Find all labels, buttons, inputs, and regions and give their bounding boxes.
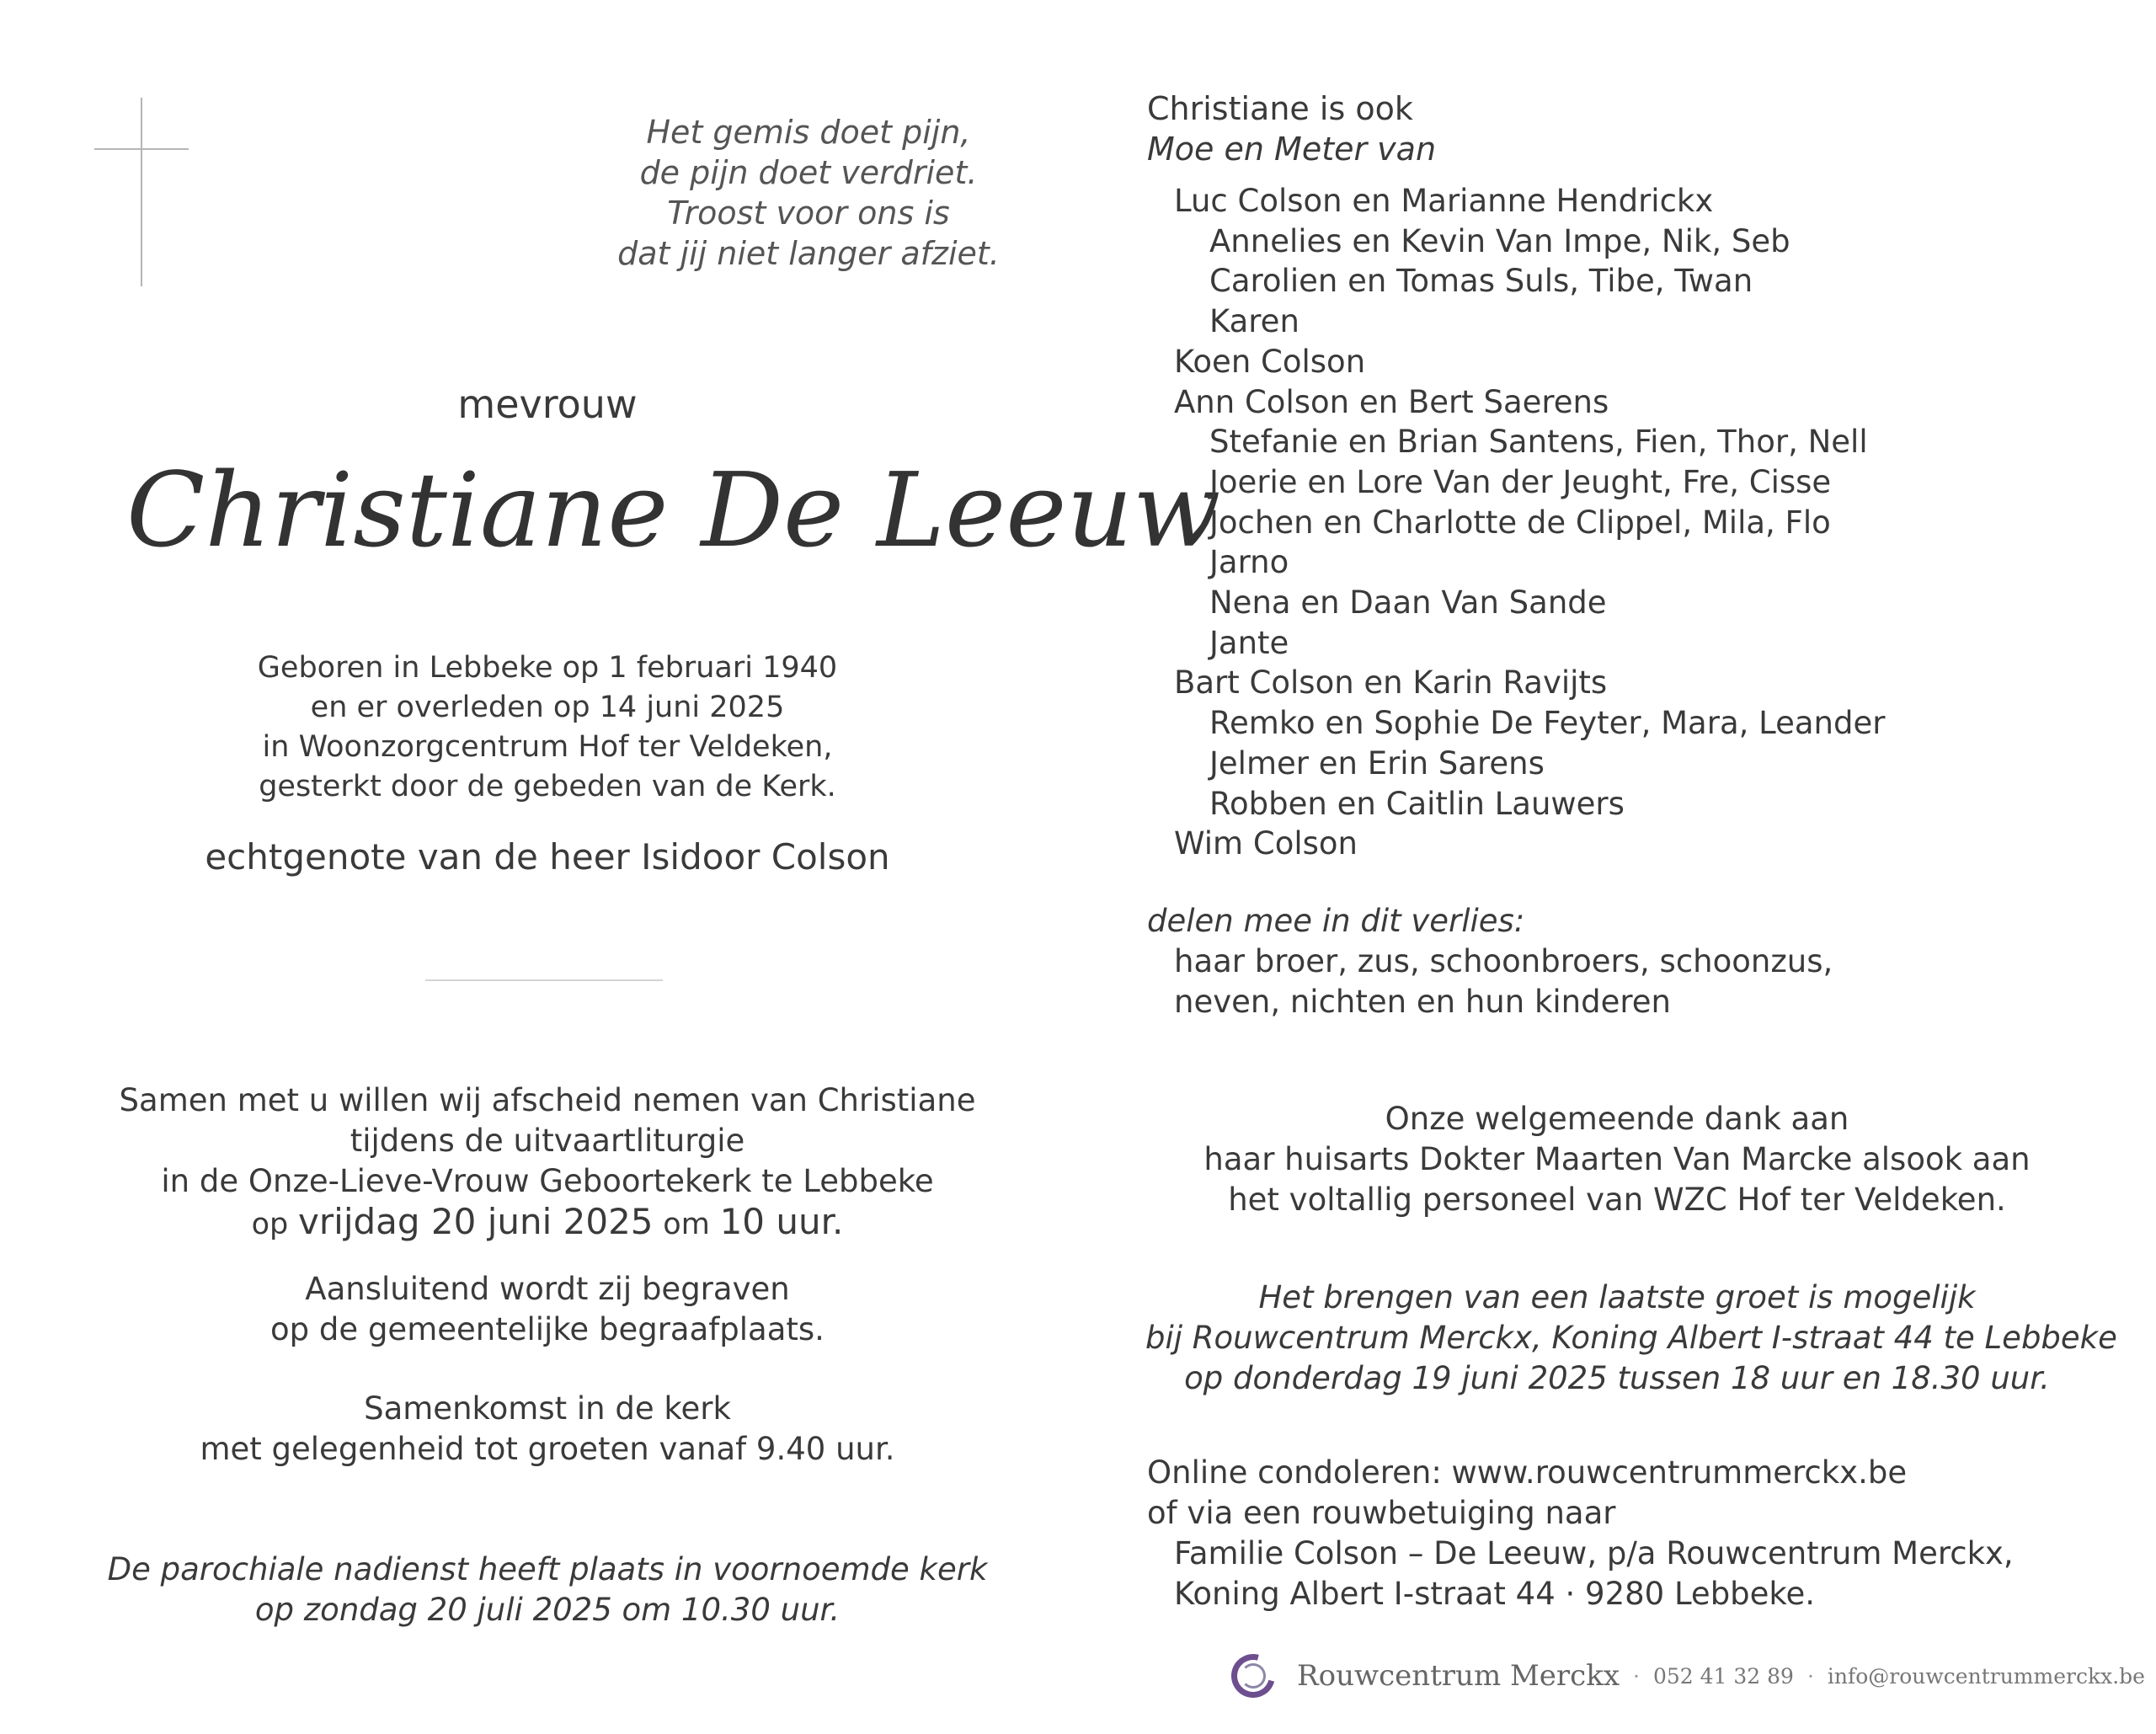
family-member: Koen Colson — [1174, 343, 1366, 380]
poem-line: dat jij niet langer afziet. — [617, 235, 1000, 272]
rouwcentrum-logo-icon — [1231, 1654, 1275, 1698]
address-line: Koning Albert I-straat 44 · 9280 Lebbeke. — [1174, 1576, 1816, 1612]
footer — [1231, 1651, 2145, 1701]
family-member: Remko en Sophie De Feyter, Mara, Leander — [1209, 705, 1886, 742]
loss-line: neven, nichten en hun kinderen — [1174, 984, 1671, 1020]
ceremony-info — [42, 1080, 1053, 1245]
ceremony-time: 10 uur. — [719, 1201, 844, 1242]
family-member: Nena en Daan Van Sande — [1209, 584, 1607, 622]
family-intro — [1147, 88, 1436, 169]
burial-line: Aansluitend wordt zij begraven — [305, 1271, 790, 1307]
ceremony-line: in de Onze-Lieve-Vrouw Geboortekerk te Lebbeke — [161, 1163, 934, 1199]
loss-line: haar broer, zus, schoonbroers, schoonzus, — [1174, 943, 1833, 979]
family-intro-role: Moe en Meter van — [1147, 131, 1437, 168]
greeting-line: op donderdag 19 juni 2025 tussen 18 uur en 18.30 uur. — [1184, 1360, 2050, 1396]
last-greeting — [1145, 1278, 2117, 1399]
family-member: Carolien en Tomas Suls, Tibe, Twan — [1209, 263, 1753, 300]
info-line: in Woonzorgcentrum Hof ter Veldeken, — [262, 730, 833, 764]
footer-separator: · — [1806, 1663, 1814, 1689]
gathering-line: Samenkomst in de kerk — [364, 1390, 731, 1427]
family-member: Ann Colson en Bert Saerens — [1174, 383, 1609, 420]
burial-info — [126, 1269, 969, 1350]
date-prefix: op — [251, 1208, 289, 1241]
ceremony-line: Samen met u willen wij afscheid nemen van Christiane — [119, 1082, 976, 1118]
family-member: Bart Colson en Karin Ravijts — [1174, 664, 1608, 702]
cross-icon-horizontal — [94, 148, 189, 150]
birth-death-info — [126, 648, 969, 807]
footer-email: info@rouwcentrummerckx.be — [1827, 1663, 2145, 1689]
family-member: Stefanie en Brian Santens, Fien, Thor, Nell — [1209, 424, 1868, 461]
family-member: Jarno — [1209, 544, 1289, 581]
poem-line: de pijn doet verdriet. — [639, 154, 978, 191]
family-member: Jante — [1209, 624, 1289, 661]
salutation: mevrouw — [457, 381, 638, 427]
family-list — [1147, 181, 1885, 864]
ceremony-date: vrijdag 20 juni 2025 — [298, 1201, 654, 1242]
info-line: Geboren in Lebbeke op 1 februari 1940 — [257, 651, 838, 685]
online-line: of via een rouwbetuiging naar — [1147, 1495, 1616, 1531]
memorial-line: De parochiale nadienst heeft plaats in voornoemde kerk — [107, 1551, 988, 1587]
cross-icon-vertical — [141, 98, 142, 286]
greeting-line: bij Rouwcentrum Merckx, Koning Albert I-straat 44 te Lebbeke — [1145, 1320, 2117, 1356]
poem — [522, 112, 1095, 274]
family-intro-line: Christiane is ook — [1147, 90, 1413, 127]
deceased-name: Christiane De Leeuw — [126, 451, 1221, 570]
family-member: Annelies en Kevin Van Impe, Nik, Seb — [1209, 222, 1790, 259]
online-line: Online condoleren: www.rouwcentrummerckx.be — [1147, 1454, 1908, 1491]
family-member: Joerie en Lore Van der Jeught, Fre, Cisse — [1209, 463, 1832, 500]
memorial-line: op zondag 20 juli 2025 om 10.30 uur. — [254, 1592, 841, 1628]
thanks-line: haar huisarts Dokter Maarten Van Marcke alsook aan — [1203, 1141, 2031, 1177]
spouse: echtgenote van de heer Isidoor Colson — [205, 836, 890, 878]
footer-separator: · — [1633, 1663, 1640, 1689]
thanks-line: Onze welgemeende dank aan — [1385, 1101, 1849, 1137]
family-member: Robben en Caitlin Lauwers — [1209, 785, 1625, 822]
burial-line: op de gemeentelijke begraafplaats. — [270, 1311, 825, 1347]
footer-brand: Rouwcentrum Merckx — [1297, 1659, 1620, 1693]
ceremony-date-line — [42, 1202, 1053, 1245]
thanks — [1145, 1099, 2089, 1220]
info-line: en er overleden op 14 juni 2025 — [310, 691, 785, 724]
family-member: Wim Colson — [1174, 825, 1358, 862]
family-member: Jochen en Charlotte de Clippel, Mila, Flo — [1209, 504, 1831, 541]
info-line: gesterkt door de gebeden van de Kerk. — [259, 770, 836, 803]
gathering-info — [126, 1389, 969, 1470]
gathering-line: met gelegenheid tot groeten vanaf 9.40 uur. — [200, 1431, 895, 1467]
thanks-line: het voltallig personeel van WZC Hof ter Veldeken. — [1228, 1182, 2006, 1218]
loss-info — [1147, 901, 1833, 1022]
family-member: Jelmer en Erin Sarens — [1209, 744, 1545, 782]
divider — [425, 979, 663, 981]
footer-phone: 052 41 32 89 — [1652, 1663, 1794, 1689]
family-member: Luc Colson en Marianne Hendrickx — [1174, 183, 1714, 219]
ceremony-line: tijdens de uitvaartliturgie — [350, 1123, 745, 1159]
time-prefix: om — [663, 1208, 710, 1241]
poem-line: Troost voor ons is — [667, 195, 950, 232]
loss-intro: delen mee in dit verlies: — [1147, 903, 1525, 939]
poem-line: Het gemis doet pijn, — [646, 114, 971, 151]
memorial-service-info — [42, 1550, 1053, 1630]
family-member: Karen — [1209, 303, 1299, 340]
online-condolences — [1147, 1453, 2014, 1614]
address-line: Familie Colson – De Leeuw, p/a Rouwcentrum Merckx, — [1174, 1535, 2014, 1571]
greeting-line: Het brengen van een laatste groet is mogelijk — [1258, 1279, 1976, 1315]
